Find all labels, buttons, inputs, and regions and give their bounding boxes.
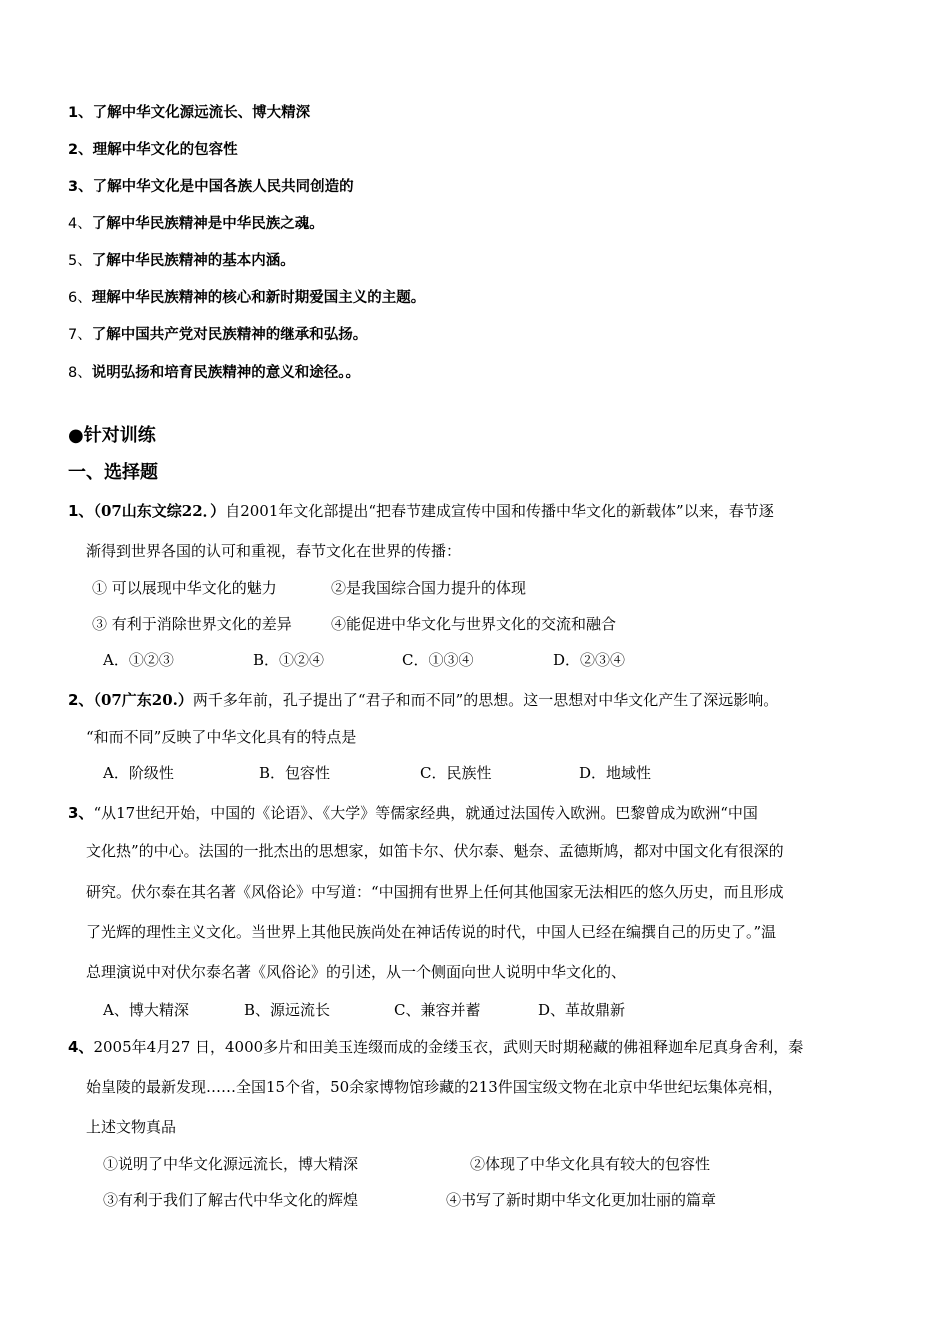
statement: ③ 有利于消除世界文化的差异 [92, 615, 292, 633]
answer-option-b: B．包容性 [259, 764, 331, 782]
objective-item: 6、理解中华民族精神的核心和新时期爱国主义的主题。 [68, 290, 426, 306]
objective-item: 7、了解中国共产党对民族精神的继承和弘扬。 [68, 327, 368, 343]
section-title: ●针对训练 [68, 425, 156, 446]
statement: ②体现了中华文化具有较大的包容性 [470, 1155, 711, 1173]
question-text-line: 上述文物真品 [86, 1118, 177, 1136]
answer-option-c: C．民族性 [420, 764, 492, 782]
question-text-line: 了光辉的理性主义文化。当世界上其他民族尚处在神话传说的时代，中国人已经在编撰自己的历史了。”温 [86, 923, 777, 941]
question-text-line: 研究。伏尔泰在其名著《风俗论》中写道：“中国拥有世界上任何其他国家无法相匹的悠久历史，而且形成 [86, 883, 784, 901]
question-text-line: 渐得到世界各国的认可和重视，春节文化在世界的传播： [86, 542, 462, 560]
question-text-line: 总理演说中对伏尔泰名著《风俗论》的引述，从一个侧面向世人说明中华文化的、 [86, 963, 627, 981]
answer-option-d: D．②③④ [553, 651, 626, 669]
question-1: 1、（07山东文综22．）自2001年文化部提出“把春节建成宣传中国和传播中华文化的新载体”以来，春节逐 [68, 502, 774, 520]
question-2: 2、（07广东20.）两千多年前，孔子提出了“君子和而不同”的思想。这一思想对中华文化产生了深远影响。 [68, 691, 779, 709]
subsection-title: 一、选择题 [68, 462, 158, 483]
answer-option-d: D、革故鼎新 [538, 1001, 626, 1019]
answer-option-b: B、源远流长 [244, 1001, 331, 1019]
statement: ④能促进中华文化与世界文化的交流和融合 [331, 615, 617, 633]
question-text-line: “和而不同”反映了中华文化具有的特点是 [86, 728, 357, 746]
answer-option-a: A、博大精深 [103, 1001, 189, 1019]
answer-option-c: C．①③④ [402, 651, 474, 669]
question-4: 4、2005年4月27 日，4000多片和田美玉连缀而成的金缕玉衣，武则天时期秘藏的佛祖释迦牟尼真身舍利，秦 [68, 1038, 804, 1056]
answer-option-d: D．地域性 [579, 764, 652, 782]
statement: ②是我国综合国力提升的体现 [331, 579, 527, 597]
statement: ④书写了新时期中华文化更加壮丽的篇章 [446, 1191, 717, 1209]
objective-item: 4、了解中华民族精神是中华民族之魂。 [68, 216, 324, 232]
objective-item: 5、了解中华民族精神的基本内涵。 [68, 253, 295, 269]
answer-option-a: A．①②③ [103, 651, 174, 669]
answer-option-b: B．①②④ [253, 651, 325, 669]
question-text-line: 始皇陵的最新发现……全国15个省，50余家博物馆珍藏的213件国宝级文物在北京中华世纪坛集体亮相， [86, 1078, 783, 1096]
answer-option-a: A．阶级性 [103, 764, 174, 782]
answer-option-c: C、兼容并蓄 [394, 1001, 481, 1019]
question-3: 3、“从17世纪开始，中国的《论语》、《大学》等儒家经典，就通过法国传入欧洲。巴黎曾成为欧洲“中国 [68, 804, 758, 822]
statement: ① 可以展现中华文化的魅力 [92, 579, 277, 597]
statement: ③有利于我们了解古代中华文化的辉煌 [103, 1191, 359, 1209]
objective-item: 1、了解中华文化源远流长、博大精深 [68, 105, 311, 121]
objective-item: 2、理解中华文化的包容性 [68, 142, 238, 158]
objective-item: 8、说明弘扬和培育民族精神的意义和途径。。 [68, 365, 360, 381]
question-text-line: 文化热”的中心。法国的一批杰出的思想家，如笛卡尔、伏尔泰、魁奈、孟德斯鸠，都对中国文化有很深的 [86, 842, 784, 860]
objective-item: 3、了解中华文化是中国各族人民共同创造的 [68, 179, 354, 195]
statement: ①说明了中华文化源远流长，博大精深 [103, 1155, 359, 1173]
